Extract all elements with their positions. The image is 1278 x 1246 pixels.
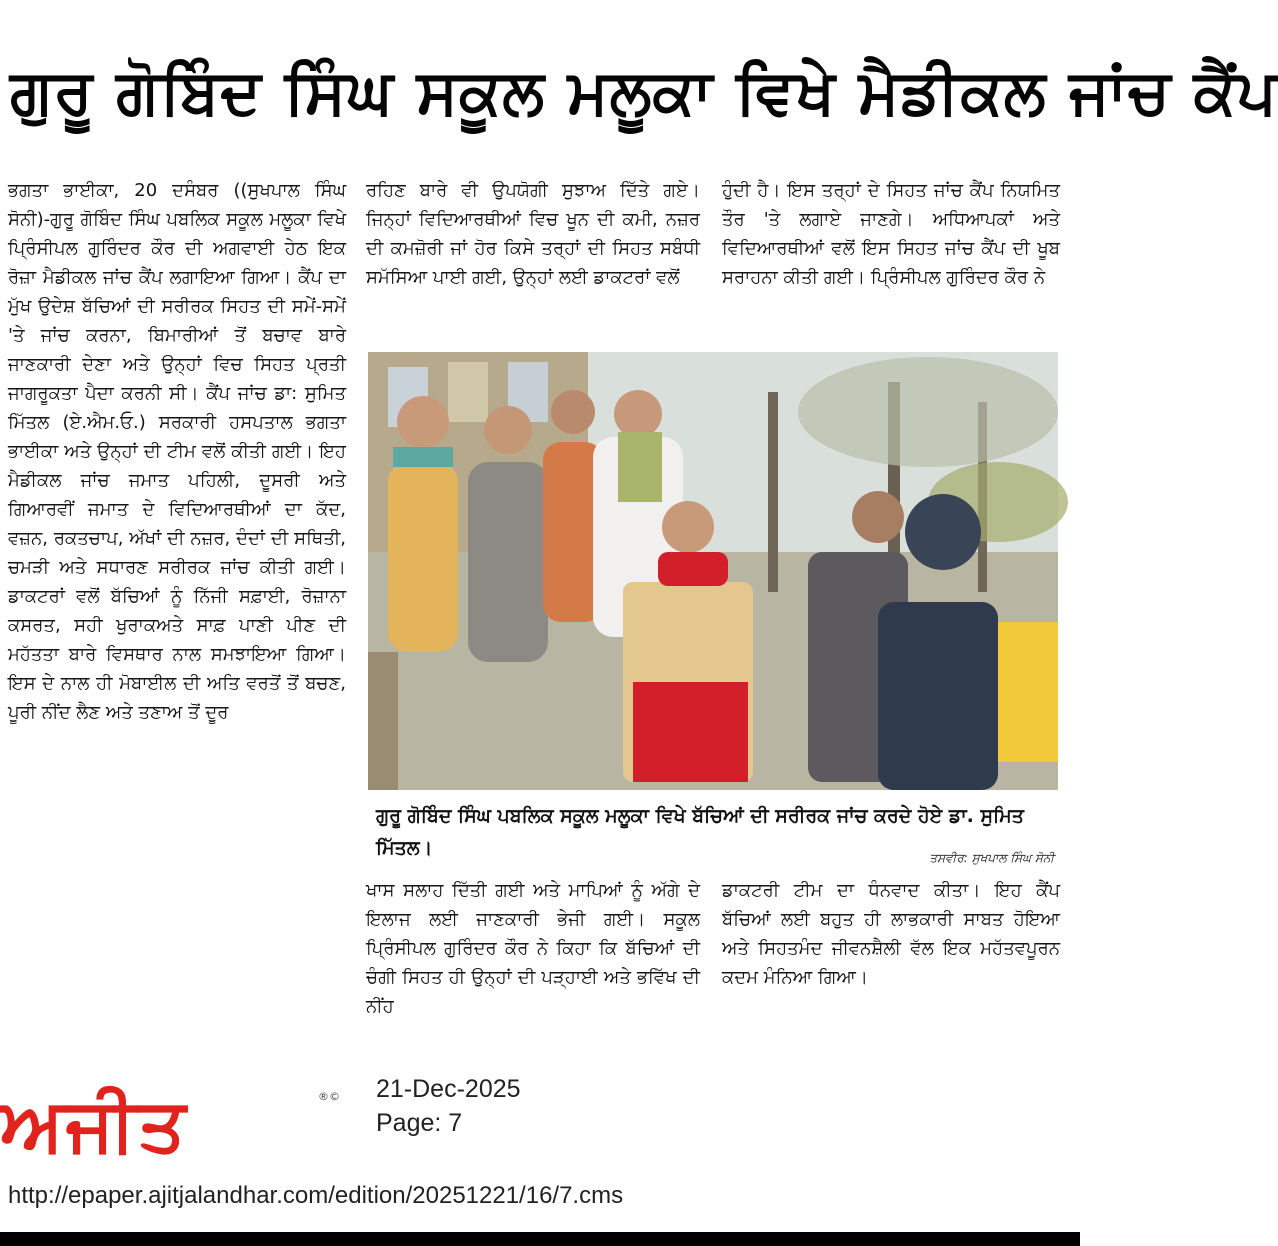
clipped-previous-page-strip (0, 0, 1080, 12)
article-text-col3-bottom: ਡਾਕਟਰੀ ਟੀਮ ਦਾ ਧੰਨਵਾਦ ਕੀਤਾ। ਇਹ ਕੈਂਪ ਬੱਚਿਆਂ ਲਈ ਬਹੁਤ ਹੀ ਲਾਭਕਾਰੀ ਸਾਬਤ ਹੋਇਆ ਅਤੇ ਸਿਹਤਮੰਦ ਜੀਵਨਸ਼ੈਲੀ ਵੱਲ ਇਕ ਮਹੱਤਵਪੂਰਨ ਕਦਮ ਮੰਨਿਆ ਗਿਆ। (722, 880, 1060, 988)
article-text-col1: ਭਗਤਾ ਭਾਈਕਾ, 20 ਦਸੰਬਰ ((ਸੁਖਪਾਲ ਸਿੰਘ ਸੋਨੀ)-ਗੁਰੂ ਗੋਬਿੰਦ ਸਿੰਘ ਪਬਲਿਕ ਸਕੂਲ ਮਲੂਕਾ ਵਿਖੇ ਪ੍ਰਿੰਸੀਪਲ ਗੁਰਿੰਦਰ ਕੌਰ ਦੀ ਅਗਵਾਈ ਹੇਠ ਇਕ ਰੋਜ਼ਾ ਮੈਡੀਕਲ ਜਾਂਚ ਕੈਂਪ ਲਗਾਇਆ ਗਿਆ। ਕੈਂਪ ਦਾ ਮੁੱਖ ਉਦੇਸ਼ ਬੱਚਿਆਂ ਦੀ ਸਰੀਰਕ ਸਿਹਤ ਦੀ ਸਮੇਂ-ਸਮੇਂ 'ਤੇ ਜਾਂਚ ਕਰਨਾ, ਬਿਮਾਰੀਆਂ ਤੋਂ ਬਚਾਵ ਬਾਰੇ ਜਾਣਕਾਰੀ ਦੇਣਾ ਅਤੇ ਉਨ੍ਹਾਂ ਵਿਚ ਸਿਹਤ ਪ੍ਰਤੀ ਜਾਗਰੂਕਤਾ ਪੈਦਾ ਕਰਨੀ ਸੀ। ਕੈਂਪ ਜਾਂਚ ਡਾ: ਸੁਮਿਤ ਮਿੱਤਲ (ਏ.ਐਮ.ਓ.) ਸਰਕਾਰੀ ਹਸਪਤਾਲ ਭਗਤਾ ਭਾਈਕਾ ਅਤੇ ਉਨ੍ਹਾਂ ਦੀ ਟੀਮ ਵਲੋਂ ਕੀਤੀ ਗਈ। ਇਹ ਮੈਡੀਕਲ ਜਾਂਚ ਜਮਾਤ ਪਹਿਲੀ, ਦੂਸਰੀ ਅਤੇ ਗਿਆਰਵੀਂ ਜਮਾਤ ਦੇ ਵਿਦਿਆਰਥੀਆਂ ਦਾ ਕੱਦ, ਵਜ਼ਨ, ਰਕਤਚਾਪ, ਅੱਖਾਂ ਦੀ ਨਜ਼ਰ, ਦੰਦਾਂ ਦੀ ਸਥਿਤੀ, ਚਮੜੀ ਅਤੇ ਸਧਾਰਣ ਸਰੀਰਕ ਜਾਂਚ ਕੀਤੀ ਗਈ। ਡਾਕਟਰਾਂ ਵਲੋਂ ਬੱਚਿਆਂ ਨੂੰ ਨਿੱਜੀ ਸਫ਼ਾਈ, ਰੋਜ਼ਾਨਾ ਕਸਰਤ, ਸਹੀ ਖੁਰਾਕਅਤੇ ਸਾਫ਼ ਪਾਣੀ ਪੀਣ ਦੀ ਮਹੱਤਤਾ ਬਾਰੇ ਵਿਸਥਾਰ ਨਾਲ ਸਮਝਾਇਆ ਗਿਆ। ਇਸ ਦੇ ਨਾਲ ਹੀ ਮੋਬਾਈਲ ਦੀ ਅਤਿ ਵਰਤੋਂ ਤੋਂ ਬਚਣ, ਪੂਰੀ ਨੀਂਦ ਲੈਣ ਅਤੇ ਤਣਾਅ ਤੋਂ ਦੂਰ (8, 180, 346, 723)
photo-credit: ਤਸਵੀਰ: ਸੁਖਪਾਲ ਸਿੰਘ ਸੋਨੀ (929, 851, 1054, 865)
photo-illustration (368, 352, 1058, 790)
article-column-2-top (366, 176, 700, 350)
edition-page: Page: 7 (376, 1109, 463, 1137)
article-text-col2-bottom: ਖਾਸ ਸਲਾਹ ਦਿੱਤੀ ਗਈ ਅਤੇ ਮਾਪਿਆਂ ਨੂੰ ਅੱਗੇ ਦੇ ਇਲਾਜ ਲਈ ਜਾਣਕਾਰੀ ਭੇਜੀ ਗਈ। ਸਕੂਲ ਪ੍ਰਿੰਸੀਪਲ ਗੁਰਿੰਦਰ ਕੌਰ ਨੇ ਕਿਹਾ ਕਿ ਬੱਚਿਆਂ ਦੀ ਚੰਗੀ ਸਿਹਤ ਹੀ ਉਨ੍ਹਾਂ ਦੀ ਪੜ੍ਹਾਈ ਅਤੇ ਭਵਿੱਖ ਦੀ ਨੀਂਹ (366, 880, 700, 1017)
logo-wordmark: ਅਜੀਤ (0, 1082, 188, 1168)
photo-caption: ਗੁਰੂ ਗੋਬਿੰਦ ਸਿੰਘ ਪਬਲਿਕ ਸਕੂਲ ਮਲੂਕਾ ਵਿਖੇ ਬੱਚਿਆਂ ਦੀ ਸਰੀਰਕ ਜਾਂਚ ਕਰਦੇ ਹੋਏ ਡਾ. ਸੁਮਿਤ ਮਿੱਤਲ। (376, 805, 1024, 859)
article-text-col2-top: ਰਹਿਣ ਬਾਰੇ ਵੀ ਉਪਯੋਗੀ ਸੁਝਾਅ ਦਿੱਤੇ ਗਏ। ਜਿਨ੍ਹਾਂ ਵਿਦਿਆਰਥੀਆਂ ਵਿਚ ਖੂਨ ਦੀ ਕਮੀ, ਨਜ਼ਰ ਦੀ ਕਮਜ਼ੋਰੀ ਜਾਂ ਹੋਰ ਕਿਸੇ ਤਰ੍ਹਾਂ ਦੀ ਸਿਹਤ ਸਬੰਧੀ ਸਮੱਸਿਆ ਪਾਈ ਗਈ, ਉਨ੍ਹਾਂ ਲਈ ਡਾਕਟਰਾਂ ਵਲੋਂ (366, 180, 700, 288)
source-url: http://epaper.ajitjalandhar.com/edition/20251221/16/7.cms (8, 1182, 624, 1209)
article-column-1 (8, 176, 346, 1046)
photo-caption-box (368, 796, 1058, 872)
newspaper-logo (0, 1082, 360, 1168)
article-column-2-bottom (366, 876, 700, 1046)
edition-info (376, 1072, 521, 1140)
news-photo (368, 352, 1058, 790)
edition-date: 21-Dec-2025 (376, 1075, 521, 1103)
article-text-col3-top: ਹੁੰਦੀ ਹੈ। ਇਸ ਤਰ੍ਹਾਂ ਦੇ ਸਿਹਤ ਜਾਂਚ ਕੈਂਪ ਨਿਯਮਿਤ ਤੌਰ 'ਤੇ ਲਗਾਏ ਜਾਣਗੇ। ਅਧਿਆਪਕਾਂ ਅਤੇ ਵਿਦਿਆਰਥੀਆਂ ਵਲੋਂ ਇਸ ਸਿਹਤ ਜਾਂਚ ਕੈਂਪ ਦੀ ਖੂਬ ਸਰਾਹਨਾ ਕੀਤੀ ਗਈ। ਪ੍ਰਿੰਸੀਪਲ ਗੁਰਿੰਦਰ ਕੌਰ ਨੇ (722, 180, 1060, 288)
bottom-border (0, 1232, 1080, 1246)
article-headline: ਗੁਰੂ ਗੋਬਿੰਦ ਸਿੰਘ ਸਕੂਲ ਮਲੂਕਾ ਵਿਖੇ ਮੈਡੀਕਲ ਜਾਂਚ ਕੈਂਪ (10, 55, 1278, 128)
registered-copyright-marks: ®© (318, 1090, 340, 1103)
article-column-3-bottom (722, 876, 1060, 1046)
article-column-3-top (722, 176, 1060, 350)
